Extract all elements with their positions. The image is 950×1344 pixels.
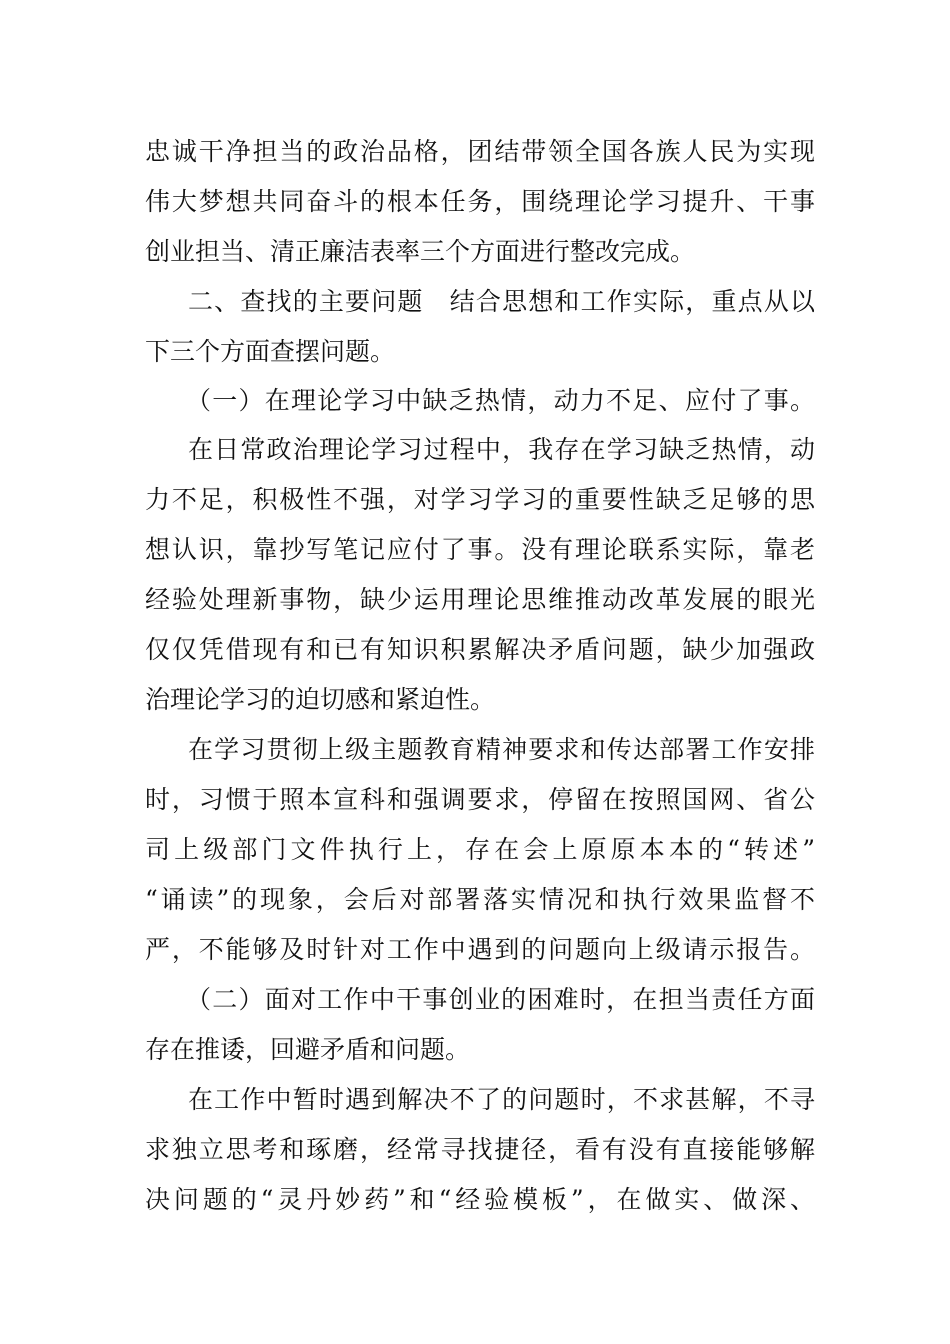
text-line: 力不足，积极性不强，对学习学习的重要性缺乏足够的思 [145,485,815,514]
text-line: “诵读”的现象，会后对部署落实情况和执行效果监督不 [145,885,815,914]
text-line: 伟大梦想共同奋斗的根本任务，围绕理论学习提升、干事 [145,187,815,216]
text-line: 司上级部门文件执行上，存在会上原原本本的“转述” [145,835,815,864]
subsection-heading: （二）面对工作中干事创业的困难时，在担当责任方面 [186,985,815,1014]
text-line: 仅仅凭借现有和已有知识积累解决矛盾问题，缺少加强政 [145,635,815,664]
paragraph-first-line: 在工作中暂时遇到解决不了的问题时，不求甚解，不寻 [188,1085,815,1114]
paragraph-first-line: 在日常政治理论学习过程中，我存在学习缺乏热情，动 [188,435,815,464]
text-line: 忠诚干净担当的政治品格，团结带领全国各族人民为实现 [145,137,815,166]
text-line: 严，不能够及时针对工作中遇到的问题向上级请示报告。 [145,935,815,964]
text-line: 下三个方面查摆问题。 [145,337,396,366]
text-line: 决问题的“灵丹妙药”和“经验模板”，在做实、做深、 [145,1185,815,1214]
text-line: 治理论学习的迫切感和紧迫性。 [145,685,496,714]
text-line: 经验处理新事物，缺少运用理论思维推动改革发展的眼光 [145,585,815,614]
text-line: 存在推诿，回避矛盾和问题。 [145,1035,471,1064]
text-line: 求独立思考和琢磨，经常寻找捷径，看有没有直接能够解 [145,1135,815,1164]
paragraph-first-line: 在学习贯彻上级主题教育精神要求和传达部署工作安排 [188,735,815,764]
section-heading-line: 二、查找的主要问题 结合思想和工作实际，重点从以 [188,287,815,316]
text-line: 时，习惯于照本宣科和强调要求，停留在按照国网、省公 [145,785,815,814]
text-line: 想认识，靠抄写笔记应付了事。没有理论联系实际，靠老 [145,535,815,564]
subsection-heading: （一）在理论学习中缺乏热情，动力不足、应付了事。 [186,386,815,415]
text-line: 创业担当、清正廉洁表率三个方面进行整改完成。 [145,237,696,266]
